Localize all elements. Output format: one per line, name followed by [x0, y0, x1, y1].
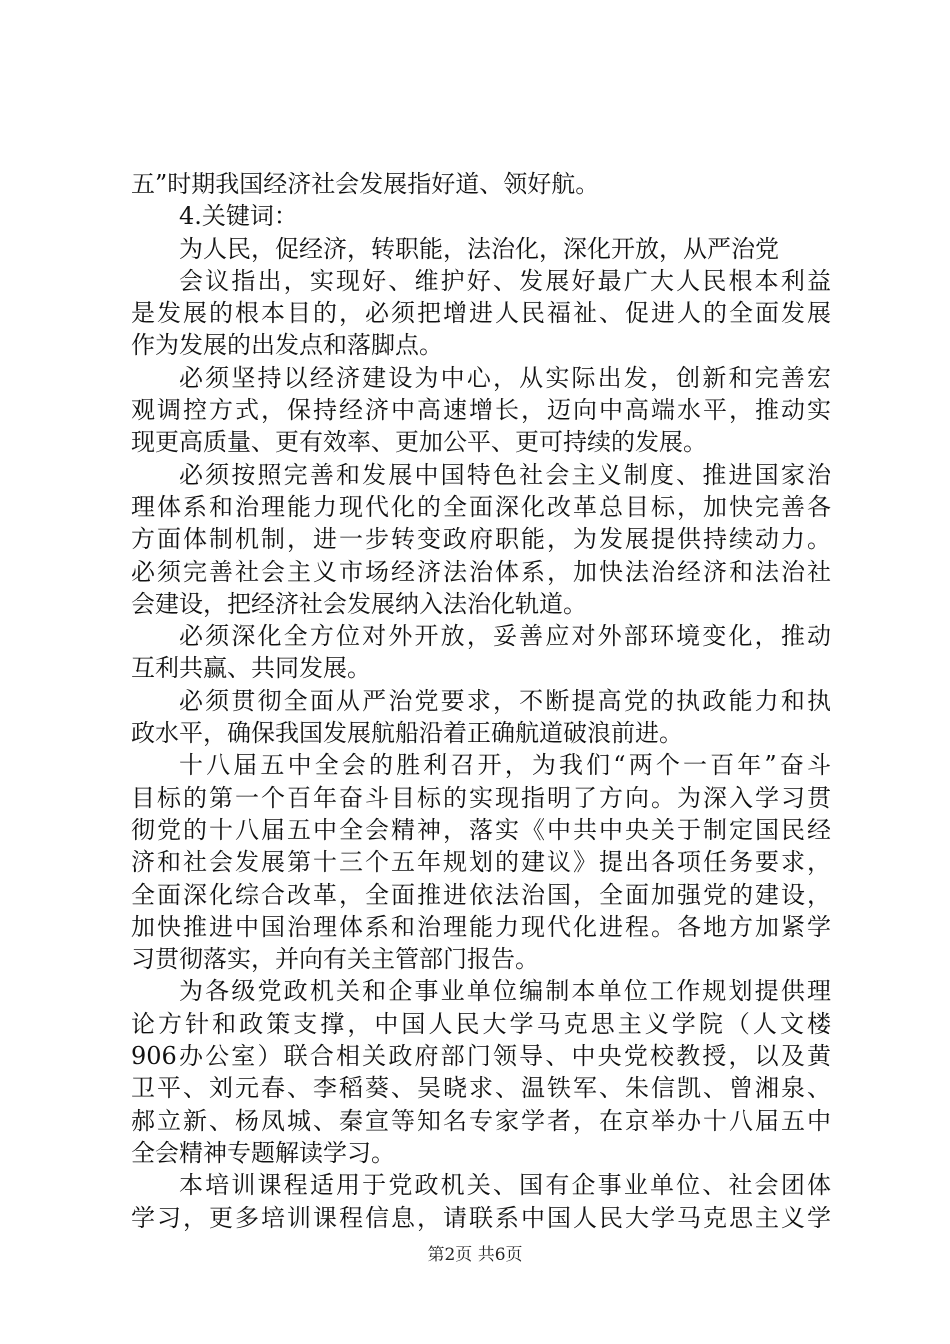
text-line: 互利共赢、共同发展。	[131, 654, 371, 683]
text-line: 必须深化全方位对外开放，妥善应对外部环境变化，推动	[179, 622, 831, 651]
text-line: 方面体制机制，进一步转变政府职能，为发展提供持续动力。	[131, 525, 831, 554]
text-line: 论方针和政策支撑，中国人民大学马克思主义学院（人文楼	[131, 1009, 831, 1038]
text-line: 现更高质量、更有效率、更加公平、更可持续的发展。	[131, 428, 707, 457]
text-line: 是发展的根本目的，必须把增进人民福祉、促进人的全面发展	[131, 299, 831, 328]
text-line: 906办公室）联合相关政府部门领导、中央党校教授，以及黄	[131, 1042, 831, 1071]
text-line: 全面深化综合改革，全面推进依法治国，全面加强党的建设，	[131, 880, 831, 909]
text-line: 习贯彻落实，并向有关主管部门报告。	[131, 945, 539, 974]
document-body	[131, 168, 831, 1234]
text-line: 作为发展的出发点和落脚点。	[131, 331, 443, 360]
text-line: 必须完善社会主义市场经济法治体系，加快法治经济和法治社	[131, 557, 831, 586]
text-line: 会议指出，实现好、维护好、发展好最广大人民根本利益	[179, 266, 831, 295]
text-line: 为人民，促经济，转职能，法治化，深化开放，从严治党	[179, 234, 779, 263]
text-line: 济和社会发展第十三个五年规划的建议》提出各项任务要求，	[131, 848, 831, 877]
text-line: 郝立新、杨凤城、秦宣等知名专家学者，在京举办十八届五中	[131, 1106, 831, 1135]
text-line: 理体系和治理能力现代化的全面深化改革总目标，加快完善各	[131, 492, 831, 521]
text-line: 为各级党政机关和企事业单位编制本单位工作规划提供理	[179, 977, 831, 1006]
text-line: 会建设，把经济社会发展纳入法治化轨道。	[131, 589, 587, 618]
text-line: 目标的第一个百年奋斗目标的实现指明了方向。为深入学习贯	[131, 783, 831, 812]
text-line: 本培训课程适用于党政机关、国有企事业单位、社会团体	[179, 1171, 831, 1200]
text-line: 必须坚持以经济建设为中心，从实际出发，创新和完善宏	[179, 363, 831, 392]
page-footer: 第2页 共6页	[427, 1245, 523, 1265]
text-line: 必须按照完善和发展中国特色社会主义制度、推进国家治	[179, 460, 831, 489]
text-line: 加快推进中国治理体系和治理能力现代化进程。各地方加紧学	[131, 912, 831, 941]
text-line: 观调控方式，保持经济中高速增长，迈向中高端水平，推动实	[131, 396, 831, 425]
text-line: 彻党的十八届五中全会精神，落实《中共中央关于制定国民经	[131, 815, 831, 844]
text-line: 学习，更多培训课程信息，请联系中国人民大学马克思主义学	[131, 1203, 831, 1232]
text-line: 十八届五中全会的胜利召开，为我们“两个一百年”奋斗	[179, 751, 831, 780]
text-line: 4.关键词：	[179, 202, 298, 231]
text-line: 卫平、刘元春、李稻葵、吴晓求、温铁军、朱信凯、曾湘泉、	[131, 1074, 831, 1103]
text-line: 全会精神专题解读学习。	[131, 1138, 395, 1167]
text-line: 五”时期我国经济社会发展指好道、领好航。	[131, 170, 600, 198]
text-line: 必须贯彻全面从严治党要求，不断提高党的执政能力和执	[179, 686, 831, 715]
text-line: 政水平，确保我国发展航船沿着正确航道破浪前进。	[131, 719, 683, 748]
